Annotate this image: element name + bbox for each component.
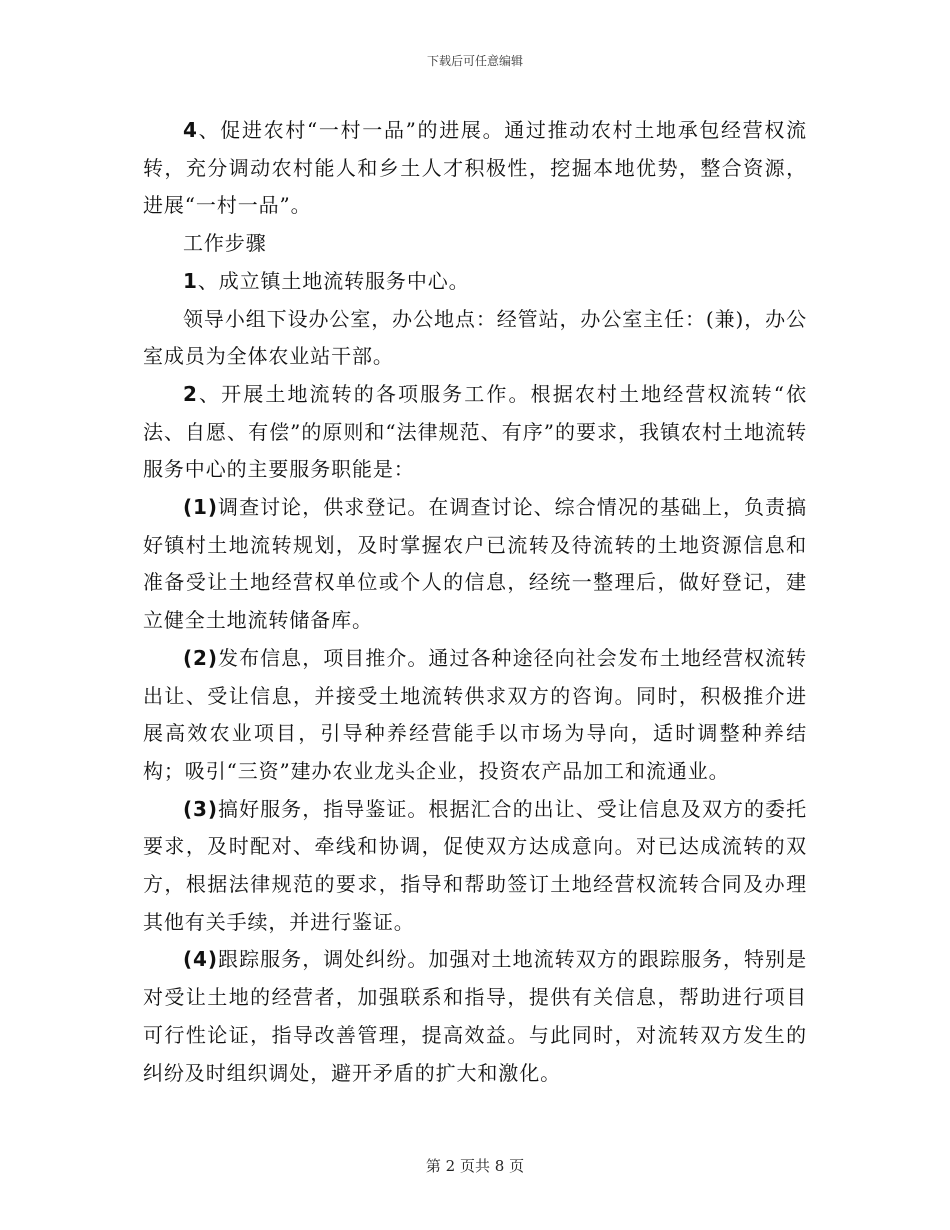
- document-body: [143, 112, 807, 1092]
- paragraph-number: (4): [183, 947, 218, 972]
- paragraph-number: 2: [183, 381, 198, 406]
- paragraph-text: 领导小组下设办公室，办公地点：经管站，办公室主任：(兼)，办公室成员为全体农业站干部。: [143, 306, 807, 369]
- paragraph-item-4: [143, 941, 807, 1092]
- paragraph-number: 4: [183, 118, 198, 142]
- paragraph-text: 、开展土地流转的各项服务工作。根据农村土地经营权流转“依法、自愿、有偿”的原则和“法律规范、有序”的要求，我镇农村土地流转服务中心的主要服务职能是：: [143, 381, 807, 482]
- paragraph-item-1: [143, 489, 807, 640]
- paragraph-text: 、成立镇土地流转服务中心。: [197, 268, 470, 293]
- paragraph-goal-4: [143, 112, 807, 225]
- paragraph-step-1: [143, 263, 807, 301]
- paragraph-text: 、促进农村“一村一品”的进展。通过推动农村土地承包经营权流转，充分调动农村能人和乡土人才积极性，挖掘本地优势，整合资源，进展“一村一品”。: [143, 118, 807, 218]
- page-header: [0, 52, 950, 69]
- header-note: 下载后可任意编辑: [426, 54, 523, 68]
- paragraph-text: 工作步骤: [183, 231, 267, 256]
- section-heading-work-steps: [143, 225, 807, 263]
- paragraph-item-3: [143, 791, 807, 942]
- paragraph-text: 搞好服务，指导鉴证。根据汇合的出让、受让信息及双方的委托要求，及时配对、牵线和协调，促使双方达成意向。对已达成流转的双方，根据法律规范的要求，指导和帮助签订土地经营权流转合同及办理其他有关手续，并进行鉴证。: [143, 796, 807, 934]
- paragraph-item-2: [143, 640, 807, 791]
- paragraph-office-setup: [143, 301, 807, 376]
- paragraph-number: 1: [183, 268, 198, 293]
- page-number-label: 第 2 页共 8 页: [425, 1157, 525, 1175]
- paragraph-number: (1): [183, 495, 218, 520]
- paragraph-number: (2): [183, 645, 218, 670]
- page-footer: [0, 1155, 950, 1176]
- paragraph-text: 调查讨论，供求登记。在调查讨论、综合情况的基础上，负责搞好镇村土地流转规划，及时掌握农户已流转及待流转的土地资源信息和准备受让土地经营权单位或个人的信息，经统一整理后，做好登记，建立健全土地流转储备库。: [143, 495, 807, 633]
- paragraph-text: 发布信息，项目推介。通过各种途径向社会发布土地经营权流转出让、受让信息，并接受土地流转供求双方的咨询。同时，积极推介进展高效农业项目，引导种养经营能手以市场为导向，适时调整种养结构；吸引“三资”建办农业龙头企业，投资农产品加工和流通业。: [143, 645, 807, 783]
- paragraph-number: (3): [183, 796, 218, 821]
- paragraph-text: 跟踪服务，调处纠纷。加强对土地流转双方的跟踪服务，特别是对受让土地的经营者，加强联系和指导，提供有关信息，帮助进行项目可行性论证，指导改善管理，提高效益。与此同时，对流转双方发生的纠纷及时组织调处，避开矛盾的扩大和激化。: [143, 947, 807, 1085]
- paragraph-step-2: [143, 376, 807, 489]
